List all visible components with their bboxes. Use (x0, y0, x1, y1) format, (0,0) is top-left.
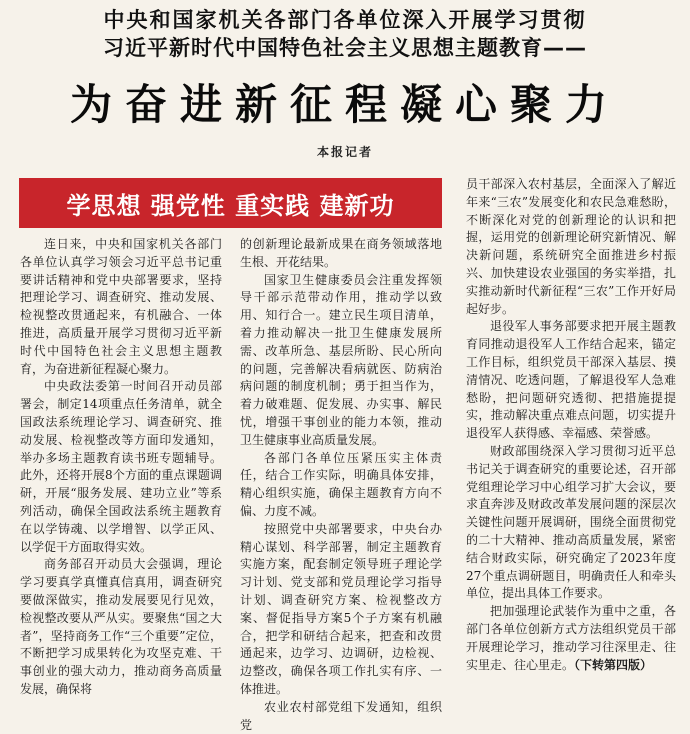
headline-line-1: 中央和国家机关各部门各单位深入开展学习贯彻 (103, 8, 587, 32)
paragraph: 国家卫生健康委员会注重发挥领导干部示范带动作用，推动学以致用、知行合一。建立民生项目清单，着力推动解决一批卫生健康发展所需、改革所急、基层所盼、民心所向的问题，完善解决看病就医、防病治病问题的制度机制；勇于担当作为，着力破难题、促发展、办实事、解民忧，增强干事创业的能力本领，推动卫生健康事业高质量发展。 (240, 272, 442, 447)
paragraph: 员干部深入农村基层，全面深入了解近年来“三农”发展变化和农民急难愁盼，不断深化对党的创新理论的认识和把握，运用党的创新理论研究新情况、解决新问题，系统研究全面推进乡村振兴、加快建设农业强国的务实举措，扎实推动新时代新征程“三农”工作开好局起好步。 (466, 177, 676, 316)
subhead-banner (19, 178, 442, 228)
paragraph: 商务部召开动员大会强调，理论学习要真学真懂真信真用，调查研究要做深做实，推动发展要见行见效，检视整改要从严从实。要聚焦“国之大者”，坚持商务工作“三个重要”定位，不断把学习成果转化为攻坚克难、干事创业的强大动力，推动商务高质量发展，确保将 (20, 557, 222, 696)
byline: 本报记者 (316, 145, 373, 159)
paragraph: 农业农村部党组下发通知，组织党 (240, 699, 442, 732)
subhead-text: 学思想 强党性 重实践 建新功 (66, 191, 395, 220)
paragraph: 财政部围绕深入学习贯彻习近平总书记关于调查研究的重要论述，召开部党组理论学习中心组学习扩大会议，要求直奔涉及财政改革发展问题的深层次关键性问题开展调研，围绕全面贯彻党的二十大精神、推动高质量发展，紧密结合财政实际，研究确定了2023年度27个重点调研题目，明确责任人和牵头单位，提出具体工作要求。 (466, 443, 676, 601)
article-column-2 (240, 236, 442, 732)
paragraph (466, 603, 676, 674)
main-title: 为奋进新征程凝心聚力 (69, 80, 620, 129)
paragraph: 按照党中央部署要求，中央台办精心谋划、科学部署，制定主题教育实施方案，配套制定领导班子理论学习计划、党支部和党员理论学习指导计划、调查研究方案、检视整改方案、督促指导方案5个子方案有机融合，把学和研结合起来，把查和改贯通起来，边学习、边调研，边检视、边整改，确保各项工作扎实有序、一体推进。 (240, 521, 442, 696)
paragraph: 中央政法委第一时间召开动员部署会，制定14项重点任务清单，就全国政法系统理论学习、调查研究、推动发展、检视整改等方面印发通知，举办多场主题教育读书班专题辅导。此外，还将开展8个方面的重点课题调研，开展“服务发展、建功立业”等系列活动，确保全国政法系统主题教育在以学铸魂、以学增智、以学正风、以学促干方面取得实效。 (20, 379, 222, 554)
article-column-3 (466, 176, 676, 672)
paragraph-text: 把加强理论武装作为重中之重，各部门各单位创新方式方法组织党员干部开展理论学习，推动学习往深里走、往实里走、往心里走。 (466, 604, 676, 672)
paragraph: 退役军人事务部要求把开展主题教育同推动退役军人工作结合起来，锚定工作目标，组织党员干部深入基层、摸清情况、吃透问题，了解退役军人急难愁盼，把问题研究透彻、把措施提提实，推动解决重点难点问题，切实提升退役军人获得感、幸福感、荣誉感。 (466, 319, 676, 441)
article-column-1 (20, 236, 222, 696)
paragraph: 连日来，中央和国家机关各部门各单位认真学习领会习近平总书记重要讲话精神和党中央部署要求，坚持把理论学习、调查研究、推动发展、检视整改贯通起来，有机融合、一体推进，高质量开展学习贯彻习近平新时代中国特色社会主义思想主题教育，为奋进新征程凝心聚力。 (20, 237, 222, 376)
paragraph: 的创新理论最新成果在商务领域落地生根、开花结果。 (240, 237, 442, 269)
paragraph: 各部门各单位压紧压实主体责任，结合工作实际，明确具体安排，精心组织实施，确保主题教育方向不偏、力度不减。 (240, 450, 442, 518)
continued-on-page-4[interactable]: （下转第四版） (574, 657, 653, 672)
headline-line-2: 习近平新时代中国特色社会主义思想主题教育—— (103, 36, 587, 60)
